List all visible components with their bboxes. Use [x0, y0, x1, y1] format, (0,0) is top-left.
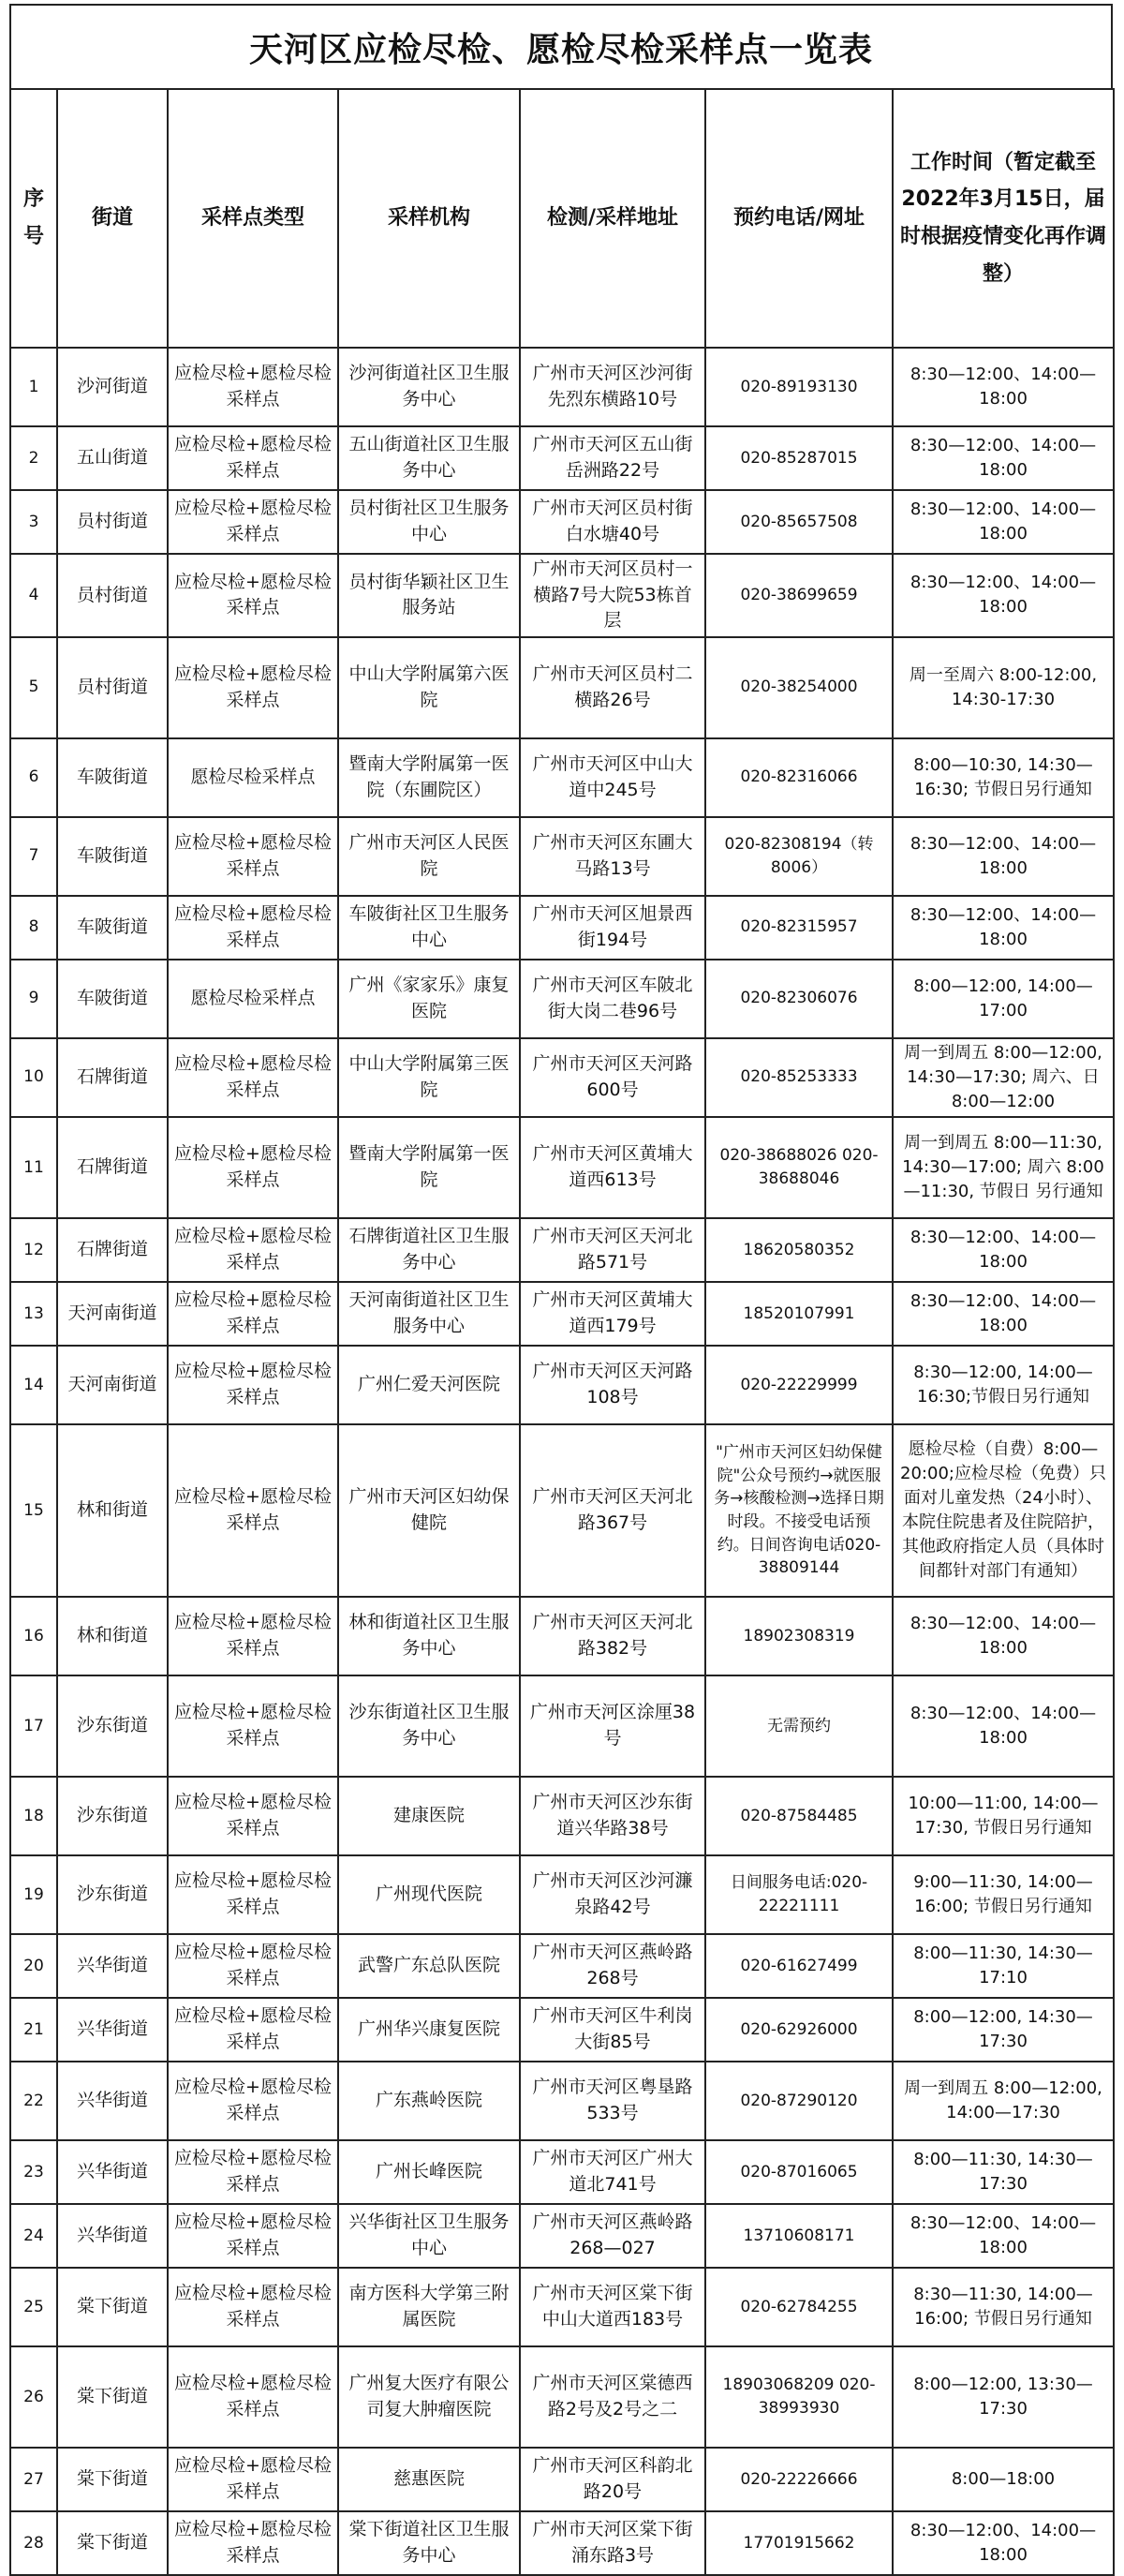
row-type: 应检尽检+愿检尽检采样点 — [168, 1675, 338, 1777]
row-street: 五山街道 — [57, 426, 168, 490]
document-sheet — [9, 4, 1113, 2569]
row-hours: 8:30—12:00、14:00—18:00 — [893, 2204, 1114, 2268]
row-addr: 广州市天河区棠下街涌东路3号 — [520, 2511, 705, 2575]
sampling-sites-table — [9, 88, 1115, 2576]
row-street: 车陂街道 — [57, 896, 168, 960]
row-addr: 广州市天河区天河北路571号 — [520, 1218, 705, 1282]
row-street: 林和街道 — [57, 1597, 168, 1675]
row-org: 兴华街社区卫生服务中心 — [338, 2204, 520, 2268]
row-org: 广州长峰医院 — [338, 2140, 520, 2204]
row-phone: 18903068209 020-38993930 — [705, 2346, 893, 2448]
header-type: 采样点类型 — [168, 89, 338, 348]
row-street: 兴华街道 — [57, 2204, 168, 2268]
row-addr: 广州市天河区五山街岳洲路22号 — [520, 426, 705, 490]
row-hours: 8:30—12:00、14:00—18:00 — [893, 1597, 1114, 1675]
row-phone: 020-82308194（转8006） — [705, 817, 893, 896]
row-org: 广州仁爱天河医院 — [338, 1346, 520, 1424]
row-street: 棠下街道 — [57, 2448, 168, 2511]
table-row — [10, 2140, 1114, 2204]
row-street: 棠下街道 — [57, 2511, 168, 2575]
row-org: 广东燕岭医院 — [338, 2062, 520, 2140]
row-addr: 广州市天河区棠下街中山大道西183号 — [520, 2268, 705, 2346]
row-org: 林和街道社区卫生服务中心 — [338, 1597, 520, 1675]
row-type: 应检尽检+愿检尽检采样点 — [168, 2062, 338, 2140]
row-addr: 广州市天河区天河路108号 — [520, 1346, 705, 1424]
row-phone: 020-22226666 — [705, 2448, 893, 2511]
row-hours: 周一到周五 8:00—12:00, 14:30—17:30; 周六、日 8:00—12:00 — [893, 1038, 1114, 1117]
row-hours: 8:00—11:30, 14:30—17:10 — [893, 1934, 1114, 1998]
row-addr: 广州市天河区粤垦路533号 — [520, 2062, 705, 2140]
row-type: 应检尽检+愿检尽检采样点 — [168, 1998, 338, 2062]
row-type: 应检尽检+愿检尽检采样点 — [168, 2268, 338, 2346]
row-phone: 18520107991 — [705, 1282, 893, 1346]
row-addr: 广州市天河区天河北路382号 — [520, 1597, 705, 1675]
row-phone: 020-38688026 020-38688046 — [705, 1117, 893, 1218]
row-hours: 8:30—12:00、14:00—18:00 — [893, 426, 1114, 490]
row-org: 南方医科大学第三附属医院 — [338, 2268, 520, 2346]
table-row — [10, 2448, 1114, 2511]
table-row — [10, 960, 1114, 1038]
row-addr: 广州市天河区黄埔大道西179号 — [520, 1282, 705, 1346]
table-row — [10, 2346, 1114, 2448]
table-body — [10, 348, 1114, 2575]
row-phone: 020-61627499 — [705, 1934, 893, 1998]
row-org: 中山大学附属第三医院 — [338, 1038, 520, 1117]
row-addr: 广州市天河区沙东街道兴华路38号 — [520, 1777, 705, 1855]
table-row — [10, 1675, 1114, 1777]
row-number: 9 — [10, 960, 57, 1038]
row-street: 兴华街道 — [57, 1998, 168, 2062]
row-hours: 周一至周六 8:00-12:00, 14:30-17:30 — [893, 637, 1114, 738]
row-hours: 8:30—12:00、14:00—18:00 — [893, 348, 1114, 426]
header-phone: 预约电话/网址 — [705, 89, 893, 348]
row-phone: 020-82316066 — [705, 738, 893, 817]
row-street: 石牌街道 — [57, 1218, 168, 1282]
header-hours: 工作时间（暂定截至2022年3月15日，届时根据疫情变化再作调整） — [893, 89, 1114, 348]
row-phone: 18620580352 — [705, 1218, 893, 1282]
row-number: 23 — [10, 2140, 57, 2204]
table-row — [10, 738, 1114, 817]
row-addr: 广州市天河区燕岭路268—027 — [520, 2204, 705, 2268]
row-hours: 9:00—11:30, 14:00—16:00; 节假日另行通知 — [893, 1855, 1114, 1934]
row-number: 20 — [10, 1934, 57, 1998]
row-street: 天河南街道 — [57, 1282, 168, 1346]
row-street: 石牌街道 — [57, 1117, 168, 1218]
row-addr: 广州市天河区黄埔大道西613号 — [520, 1117, 705, 1218]
row-street: 沙东街道 — [57, 1675, 168, 1777]
header-no: 序号 — [10, 89, 57, 348]
row-type: 应检尽检+愿检尽检采样点 — [168, 2204, 338, 2268]
row-org: 沙河街道社区卫生服务中心 — [338, 348, 520, 426]
table-row — [10, 554, 1114, 637]
row-number: 12 — [10, 1218, 57, 1282]
row-number: 27 — [10, 2448, 57, 2511]
row-org: 广州复大医疗有限公司复大肿瘤医院 — [338, 2346, 520, 2448]
row-number: 7 — [10, 817, 57, 896]
row-type: 应检尽检+愿检尽检采样点 — [168, 817, 338, 896]
row-number: 4 — [10, 554, 57, 637]
row-type: 应检尽检+愿检尽检采样点 — [168, 1424, 338, 1597]
row-org: 车陂街社区卫生服务中心 — [338, 896, 520, 960]
row-street: 兴华街道 — [57, 1934, 168, 1998]
row-hours: 8:00—12:00, 14:30—17:30 — [893, 1998, 1114, 2062]
row-phone: 020-89193130 — [705, 348, 893, 426]
row-number: 26 — [10, 2346, 57, 2448]
row-type: 应检尽检+愿检尽检采样点 — [168, 1934, 338, 1998]
row-type: 应检尽检+愿检尽检采样点 — [168, 348, 338, 426]
row-number: 11 — [10, 1117, 57, 1218]
row-phone: 020-62784255 — [705, 2268, 893, 2346]
row-type: 应检尽检+愿检尽检采样点 — [168, 1346, 338, 1424]
table-row — [10, 1282, 1114, 1346]
row-number: 21 — [10, 1998, 57, 2062]
row-hours: 8:30—12:00、14:00—18:00 — [893, 1282, 1114, 1346]
row-type: 应检尽检+愿检尽检采样点 — [168, 1117, 338, 1218]
row-org: 广州市天河区人民医院 — [338, 817, 520, 896]
row-street: 石牌街道 — [57, 1038, 168, 1117]
row-addr: 广州市天河区科韵北路20号 — [520, 2448, 705, 2511]
row-phone: 020-87584485 — [705, 1777, 893, 1855]
row-type: 应检尽检+愿检尽检采样点 — [168, 1855, 338, 1934]
row-org: 广州《家家乐》康复医院 — [338, 960, 520, 1038]
row-addr: 广州市天河区涂厘38号 — [520, 1675, 705, 1777]
row-hours: 8:30—12:00、14:00—18:00 — [893, 817, 1114, 896]
table-row — [10, 1424, 1114, 1597]
row-org: 员村街华颖社区卫生服务站 — [338, 554, 520, 637]
row-number: 8 — [10, 896, 57, 960]
row-number: 2 — [10, 426, 57, 490]
row-phone: 13710608171 — [705, 2204, 893, 2268]
table-row — [10, 2062, 1114, 2140]
row-org: 广州市天河区妇幼保健院 — [338, 1424, 520, 1597]
row-hours: 8:30—12:00、14:00—18:00 — [893, 1218, 1114, 1282]
row-addr: 广州市天河区天河北路367号 — [520, 1424, 705, 1597]
row-addr: 广州市天河区旭景西街194号 — [520, 896, 705, 960]
row-street: 车陂街道 — [57, 817, 168, 896]
row-addr: 广州市天河区牛利岗大街85号 — [520, 1998, 705, 2062]
table-row — [10, 1934, 1114, 1998]
row-phone: 020-22229999 — [705, 1346, 893, 1424]
table-row — [10, 1346, 1114, 1424]
row-street: 林和街道 — [57, 1424, 168, 1597]
row-org: 棠下街道社区卫生服务中心 — [338, 2511, 520, 2575]
row-org: 沙东街道社区卫生服务中心 — [338, 1675, 520, 1777]
table-row — [10, 637, 1114, 738]
row-number: 24 — [10, 2204, 57, 2268]
row-phone: 020-82306076 — [705, 960, 893, 1038]
row-hours: 8:00—10:30, 14:30—16:30; 节假日另行通知 — [893, 738, 1114, 817]
row-phone: 无需预约 — [705, 1675, 893, 1777]
row-hours: 8:30—12:00、14:00—18:00 — [893, 896, 1114, 960]
row-hours: 8:30—11:30, 14:00—16:00; 节假日另行通知 — [893, 2268, 1114, 2346]
table-row — [10, 2268, 1114, 2346]
row-hours: 8:00—12:00, 13:30—17:30 — [893, 2346, 1114, 2448]
row-street: 员村街道 — [57, 554, 168, 637]
row-addr: 广州市天河区天河路600号 — [520, 1038, 705, 1117]
row-type: 应检尽检+愿检尽检采样点 — [168, 1597, 338, 1675]
row-type: 愿检尽检采样点 — [168, 960, 338, 1038]
row-addr: 广州市天河区员村街白水塘40号 — [520, 490, 705, 554]
row-type: 应检尽检+愿检尽检采样点 — [168, 637, 338, 738]
row-street: 棠下街道 — [57, 2346, 168, 2448]
row-number: 5 — [10, 637, 57, 738]
row-number: 17 — [10, 1675, 57, 1777]
table-row — [10, 2204, 1114, 2268]
row-type: 应检尽检+愿检尽检采样点 — [168, 2140, 338, 2204]
row-type: 应检尽检+愿检尽检采样点 — [168, 1218, 338, 1282]
row-type: 应检尽检+愿检尽检采样点 — [168, 896, 338, 960]
row-street: 沙东街道 — [57, 1855, 168, 1934]
row-type: 应检尽检+愿检尽检采样点 — [168, 1038, 338, 1117]
row-number: 15 — [10, 1424, 57, 1597]
table-row — [10, 1998, 1114, 2062]
row-hours: 8:30—12:00、14:00—18:00 — [893, 554, 1114, 637]
row-number: 18 — [10, 1777, 57, 1855]
header-addr: 检测/采样地址 — [520, 89, 705, 348]
row-addr: 广州市天河区沙河濂泉路42号 — [520, 1855, 705, 1934]
row-org: 暨南大学附属第一医院 — [338, 1117, 520, 1218]
row-phone: 18902308319 — [705, 1597, 893, 1675]
table-row — [10, 1218, 1114, 1282]
row-hours: 10:00—11:00, 14:00—17:30, 节假日另行通知 — [893, 1777, 1114, 1855]
row-addr: 广州市天河区员村一横路7号大院53栋首层 — [520, 554, 705, 637]
row-hours: 8:00—11:30, 14:30—17:30 — [893, 2140, 1114, 2204]
row-org: 五山街道社区卫生服务中心 — [338, 426, 520, 490]
row-phone: 020-62926000 — [705, 1998, 893, 2062]
row-org: 石牌街道社区卫生服务中心 — [338, 1218, 520, 1282]
row-number: 25 — [10, 2268, 57, 2346]
table-header-row — [10, 89, 1114, 348]
row-phone: 020-85253333 — [705, 1038, 893, 1117]
row-addr: 广州市天河区燕岭路268号 — [520, 1934, 705, 1998]
row-phone: 020-38699659 — [705, 554, 893, 637]
row-number: 19 — [10, 1855, 57, 1934]
row-phone: 17701915662 — [705, 2511, 893, 2575]
row-street: 兴华街道 — [57, 2062, 168, 2140]
row-type: 应检尽检+愿检尽检采样点 — [168, 490, 338, 554]
row-hours: 8:30—12:00, 14:00—16:30;节假日另行通知 — [893, 1346, 1114, 1424]
row-phone: 020-38254000 — [705, 637, 893, 738]
row-number: 10 — [10, 1038, 57, 1117]
row-phone: 020-87290120 — [705, 2062, 893, 2140]
row-type: 应检尽检+愿检尽检采样点 — [168, 426, 338, 490]
row-number: 28 — [10, 2511, 57, 2575]
table-row — [10, 348, 1114, 426]
row-hours: 8:30—12:00、14:00—18:00 — [893, 1675, 1114, 1777]
page-title: 天河区应检尽检、愿检尽检采样点一览表 — [9, 4, 1113, 88]
row-type: 应检尽检+愿检尽检采样点 — [168, 1777, 338, 1855]
row-street: 车陂街道 — [57, 960, 168, 1038]
table-row — [10, 426, 1114, 490]
row-type: 应检尽检+愿检尽检采样点 — [168, 2346, 338, 2448]
table-row — [10, 817, 1114, 896]
table-row — [10, 490, 1114, 554]
row-street: 员村街道 — [57, 490, 168, 554]
row-type: 应检尽检+愿检尽检采样点 — [168, 2448, 338, 2511]
row-phone: "广州市天河区妇幼保健院"公众号预约→就医服务→核酸检测→选择日期时段。不接受电话预约。日间咨询电话020-38809144 — [705, 1424, 893, 1597]
row-type: 应检尽检+愿检尽检采样点 — [168, 554, 338, 637]
row-hours: 周一到周五 8:00—11:30, 14:30—17:00; 周六 8:00—11:30, 节假日 另行通知 — [893, 1117, 1114, 1218]
row-number: 14 — [10, 1346, 57, 1424]
row-street: 天河南街道 — [57, 1346, 168, 1424]
row-street: 沙东街道 — [57, 1777, 168, 1855]
table-row — [10, 1855, 1114, 1934]
row-type: 愿检尽检采样点 — [168, 738, 338, 817]
row-org: 员村街社区卫生服务中心 — [338, 490, 520, 554]
table-row — [10, 2511, 1114, 2575]
table-row — [10, 896, 1114, 960]
row-street: 沙河街道 — [57, 348, 168, 426]
row-hours: 8:30—12:00、14:00—18:00 — [893, 2511, 1114, 2575]
row-hours: 周一到周五 8:00—12:00, 14:00—17:30 — [893, 2062, 1114, 2140]
row-addr: 广州市天河区员村二横路26号 — [520, 637, 705, 738]
header-org: 采样机构 — [338, 89, 520, 348]
row-addr: 广州市天河区车陂北街大岗二巷96号 — [520, 960, 705, 1038]
row-number: 16 — [10, 1597, 57, 1675]
row-phone: 020-85657508 — [705, 490, 893, 554]
row-hours: 愿检尽检（自费）8:00—20:00;应检尽检（免费）只面对儿童发热（24小时）、本院住院患者及住院陪护，其他政府指定人员（具体时间都针对部门有通知） — [893, 1424, 1114, 1597]
row-org: 慈惠医院 — [338, 2448, 520, 2511]
row-street: 员村街道 — [57, 637, 168, 738]
row-org: 武警广东总队医院 — [338, 1934, 520, 1998]
row-number: 3 — [10, 490, 57, 554]
table-row — [10, 1777, 1114, 1855]
table-row — [10, 1117, 1114, 1218]
row-number: 6 — [10, 738, 57, 817]
row-number: 1 — [10, 348, 57, 426]
row-hours: 8:00—12:00, 14:00—17:00 — [893, 960, 1114, 1038]
row-addr: 广州市天河区东圃大马路13号 — [520, 817, 705, 896]
row-number: 13 — [10, 1282, 57, 1346]
row-phone: 日间服务电话:020-22221111 — [705, 1855, 893, 1934]
row-phone: 020-87016065 — [705, 2140, 893, 2204]
header-street: 街道 — [57, 89, 168, 348]
row-hours: 8:00—18:00 — [893, 2448, 1114, 2511]
row-org: 广州华兴康复医院 — [338, 1998, 520, 2062]
row-addr: 广州市天河区广州大道北741号 — [520, 2140, 705, 2204]
row-org: 广州现代医院 — [338, 1855, 520, 1934]
row-type: 应检尽检+愿检尽检采样点 — [168, 2511, 338, 2575]
row-addr: 广州市天河区棠德西路2号及2号之二 — [520, 2346, 705, 2448]
row-addr: 广州市天河区沙河街先烈东横路10号 — [520, 348, 705, 426]
row-street: 兴华街道 — [57, 2140, 168, 2204]
row-org: 暨南大学附属第一医院（东圃院区） — [338, 738, 520, 817]
row-org: 天河南街道社区卫生服务中心 — [338, 1282, 520, 1346]
row-type: 应检尽检+愿检尽检采样点 — [168, 1282, 338, 1346]
row-street: 车陂街道 — [57, 738, 168, 817]
row-org: 中山大学附属第六医院 — [338, 637, 520, 738]
table-row — [10, 1597, 1114, 1675]
row-org: 建康医院 — [338, 1777, 520, 1855]
row-addr: 广州市天河区中山大道中245号 — [520, 738, 705, 817]
row-hours: 8:30—12:00、14:00—18:00 — [893, 490, 1114, 554]
row-number: 22 — [10, 2062, 57, 2140]
row-phone: 020-85287015 — [705, 426, 893, 490]
row-phone: 020-82315957 — [705, 896, 893, 960]
row-street: 棠下街道 — [57, 2268, 168, 2346]
table-row — [10, 1038, 1114, 1117]
